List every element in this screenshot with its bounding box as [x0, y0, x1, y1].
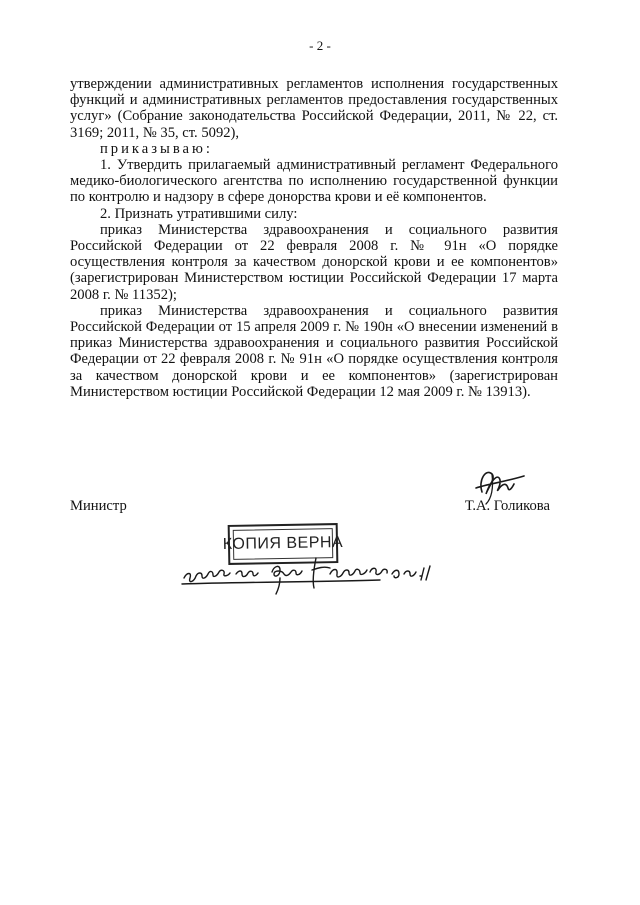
- signer-title: Министр: [70, 498, 127, 514]
- paragraph-item-1: 1. Утвердить прилагаемый административный регламент Федерального медико-биологического агентства по исполнению государственной функции по контролю и надзору в сфере донорства крови и её компонентов.: [70, 157, 558, 206]
- paragraph-order-word: приказываю:: [100, 140, 213, 157]
- stamp-text: КОПИЯ ВЕРНА: [233, 528, 334, 560]
- paragraph-order-91n: приказ Министерства здравоохранения и социального развития Российской Федерации от 22 февраля 2008 г. № 91н «О порядке осуществления контроля за качеством донорской крови и ее компонентов» (зарегистрирован Министерством юстиции Российской Федерации 17 марта 2008 г. № 11352);: [70, 221, 558, 303]
- paragraph-order-190n: приказ Министерства здравоохранения и социального развития Российской Федерации от 15 апреля 2009 г. № 190н «О внесении изменений в приказ Министерства здравоохранения и социального развития Российской Федерации от 22 февраля 2008 г. № 91н «О порядке осуществления контроля за качеством донорской крови и ее компонентов» (зарегистрирован Министерством юстиции Российской Федерации 12 мая 2009 г. № 13913).: [70, 302, 558, 400]
- paragraph-item-2: 2. Признать утратившими силу:: [100, 205, 298, 222]
- page-number: - 2 -: [309, 38, 331, 53]
- paragraph-preamble: утверждении административных регламентов исполнения государственных функций и административных регламентов предоставления государственных услуг» (Собрание законодательства Российской Федерации, 2011, № 22, ст. 3169; 2011, № 35, ст. 5092),: [70, 76, 558, 141]
- signer-name: Т.А. Голикова: [464, 498, 550, 514]
- handwritten-certification: [180, 548, 440, 598]
- document-body: [70, 76, 558, 400]
